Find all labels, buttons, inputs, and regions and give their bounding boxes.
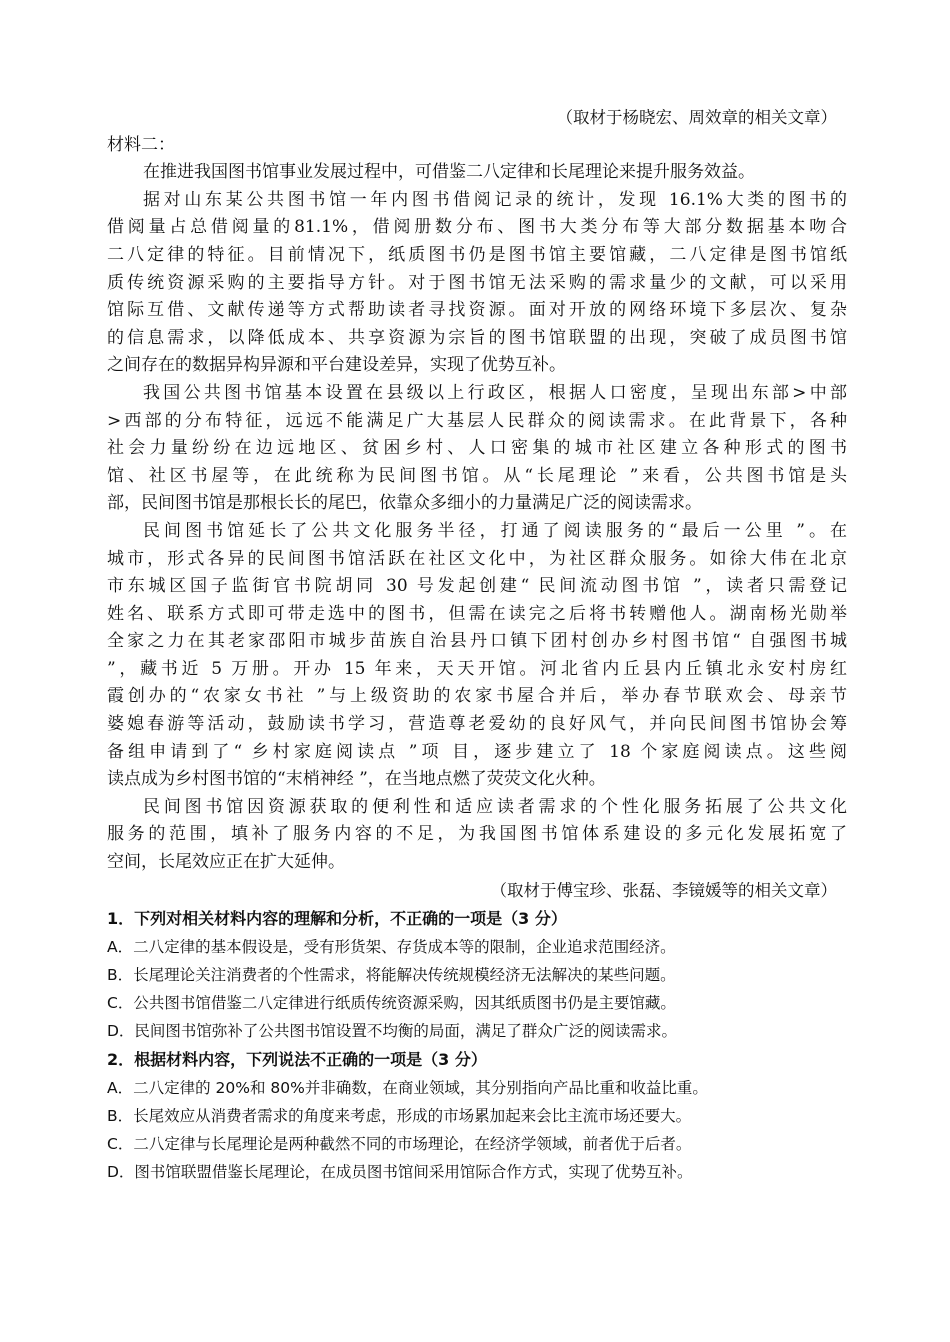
- option-b: B．长尾理论关注消费者的个性需求，将能解决传统规模经济无法解决的某些问题。: [107, 966, 676, 985]
- paragraph-line: 空间，长尾效应正在扩大延伸。: [107, 852, 345, 873]
- paragraph-line: 民间图书馆延长了公共文化服务半径，打通了阅读服务的“最后一公里 ”。在: [143, 520, 847, 541]
- paragraph: [107, 159, 847, 187]
- option-a: A．二八定律的基本假设是，受有形货架、存货成本等的限制，企业追求范围经济。: [107, 938, 676, 957]
- paragraph-line: 据对山东某公共图书馆一年内图书借阅记录的统计，发现 16.1%大类的图书的: [143, 189, 847, 210]
- paragraph-line: 姓名、联系方式即可带走选中的图书，但需在读完之后将书转赠他人。湖南杨光勋举: [107, 603, 847, 624]
- paragraph-line: 全家之力在其老家邵阳市城步苗族自治县丹口镇下团村创办乡村图书馆“ 自强图书城: [107, 631, 847, 652]
- paragraph-line: 部，民间图书馆是那根长长的尾巴，依靠众多细小的力量满足广泛的阅读需求。: [107, 493, 702, 514]
- question-stem: 2．根据材料内容，下列说法不正确的一项是（3 分）: [107, 1050, 487, 1070]
- paragraph-line: 在推进我国图书馆事业发展过程中，可借鉴二八定律和长尾理论来提升服务效益。: [143, 162, 755, 183]
- paragraph-line: ”，藏书近 5 万册。开办 15 年来，天天开馆。河北省内丘县内丘镇北永安村房红: [107, 658, 847, 679]
- paragraph-line: 之间存在的数据异构异源和平台建设差异，实现了优势互补。: [107, 355, 566, 376]
- paragraph-line: 城市，形式各异的民间图书馆活跃在社区文化中，为社区群众服务。如徐大伟在北京: [107, 548, 847, 569]
- paragraph-line: 借阅量占总借阅量的81.1%，借阅册数分布、图书大类分布等大部分数据基本吻合: [107, 217, 847, 238]
- paragraph-line: 市东城区国子监街官书院胡同 30 号发起创建“ 民间流动图书馆 ”，读者只需登记: [107, 576, 847, 597]
- paragraph-line: 霞创办的“农家女书社 ”与上级资助的农家书屋合并后，举办春节联欢会、母亲节: [107, 686, 847, 707]
- material-label: 材料二：: [107, 134, 175, 155]
- paragraph-line: 服务的范围，填补了服务内容的不足，为我国图书馆体系建设的多元化发展拓宽了: [107, 824, 847, 845]
- paragraph: [107, 187, 847, 380]
- document-page: [107, 104, 847, 1186]
- option-a: A．二八定律的 20%和 80%并非确数，在商业领域，其分别指向产品比重和收益比重。: [107, 1079, 708, 1098]
- paragraph: [107, 518, 847, 794]
- question-block: [107, 1046, 847, 1186]
- paragraph: [107, 380, 847, 518]
- paragraph-line: 读点成为乡村图书馆的“末梢神经 ”，在当地点燃了荧荧文化火种。: [107, 769, 606, 790]
- paragraph-line: 我国公共图书馆基本设置在县级以上行政区，根据人口密度，呈现出东部>中部: [143, 382, 847, 403]
- question-stem: 1．下列对相关材料内容的理解和分析，不正确的一项是（3 分）: [107, 909, 567, 929]
- source-citation-1: （取材于杨晓宏、周效章的相关文章）: [556, 108, 837, 127]
- paragraph-line: 社会力量纷纷在边远地区、贫困乡村、人口密集的城市社区建立各种形式的图书: [107, 438, 847, 459]
- paragraph-line: >西部的分布特征，远远不能满足广大基层人民群众的阅读需求。在此背景下，各种: [107, 410, 847, 431]
- paragraph-line: 馆、社区书屋等，在此统称为民间图书馆。从“长尾理论 ”来看，公共图书馆是头: [107, 465, 847, 486]
- option-d: D．民间图书馆弥补了公共图书馆设置不均衡的局面，满足了群众广泛的阅读需求。: [107, 1022, 677, 1041]
- paragraph-line: 婆媳春游等活动，鼓励读书学习，营造尊老爱幼的良好风气，并向民间图书馆协会筹: [107, 714, 847, 735]
- paragraph: [107, 794, 847, 877]
- question-block: [107, 905, 847, 1045]
- paragraph-line: 备组申请到了“ 乡村家庭阅读点 ”项 目，逐步建立了 18 个家庭阅读点。这些阅: [107, 741, 847, 762]
- option-c: C．二八定律与长尾理论是两种截然不同的市场理论，在经济学领域，前者优于后者。: [107, 1135, 692, 1154]
- option-c: C．公共图书馆借鉴二八定律进行纸质传统资源采购，因其纸质图书仍是主要馆藏。: [107, 994, 676, 1013]
- paragraph-line: 二八定律的特征。目前情况下，纸质图书仍是图书馆主要馆藏，二八定律是图书馆纸: [107, 244, 847, 265]
- paragraph-line: 质传统资源采购的主要指导方针。对于图书馆无法采购的需求量少的文献，可以采用: [107, 272, 847, 293]
- paragraph-line: 的信息需求，以降低成本、共享资源为宗旨的图书馆联盟的出现，突破了成员图书馆: [107, 327, 847, 348]
- option-b: B．长尾效应从消费者需求的角度来考虑，形成的市场累加起来会比主流市场还要大。: [107, 1107, 692, 1126]
- source-citation-2: （取材于傅宝珍、张磊、李镜媛等的相关文章）: [490, 880, 837, 900]
- option-d: D．图书馆联盟借鉴长尾理论，在成员图书馆间采用馆际合作方式，实现了优势互补。: [107, 1163, 693, 1182]
- paragraph-line: 民间图书馆因资源获取的便利性和适应读者需求的个性化服务拓展了公共文化: [143, 796, 847, 817]
- paragraph-line: 馆际互借、文献传递等方式帮助读者寻找资源。面对开放的网络环境下多层次、复杂: [107, 300, 847, 321]
